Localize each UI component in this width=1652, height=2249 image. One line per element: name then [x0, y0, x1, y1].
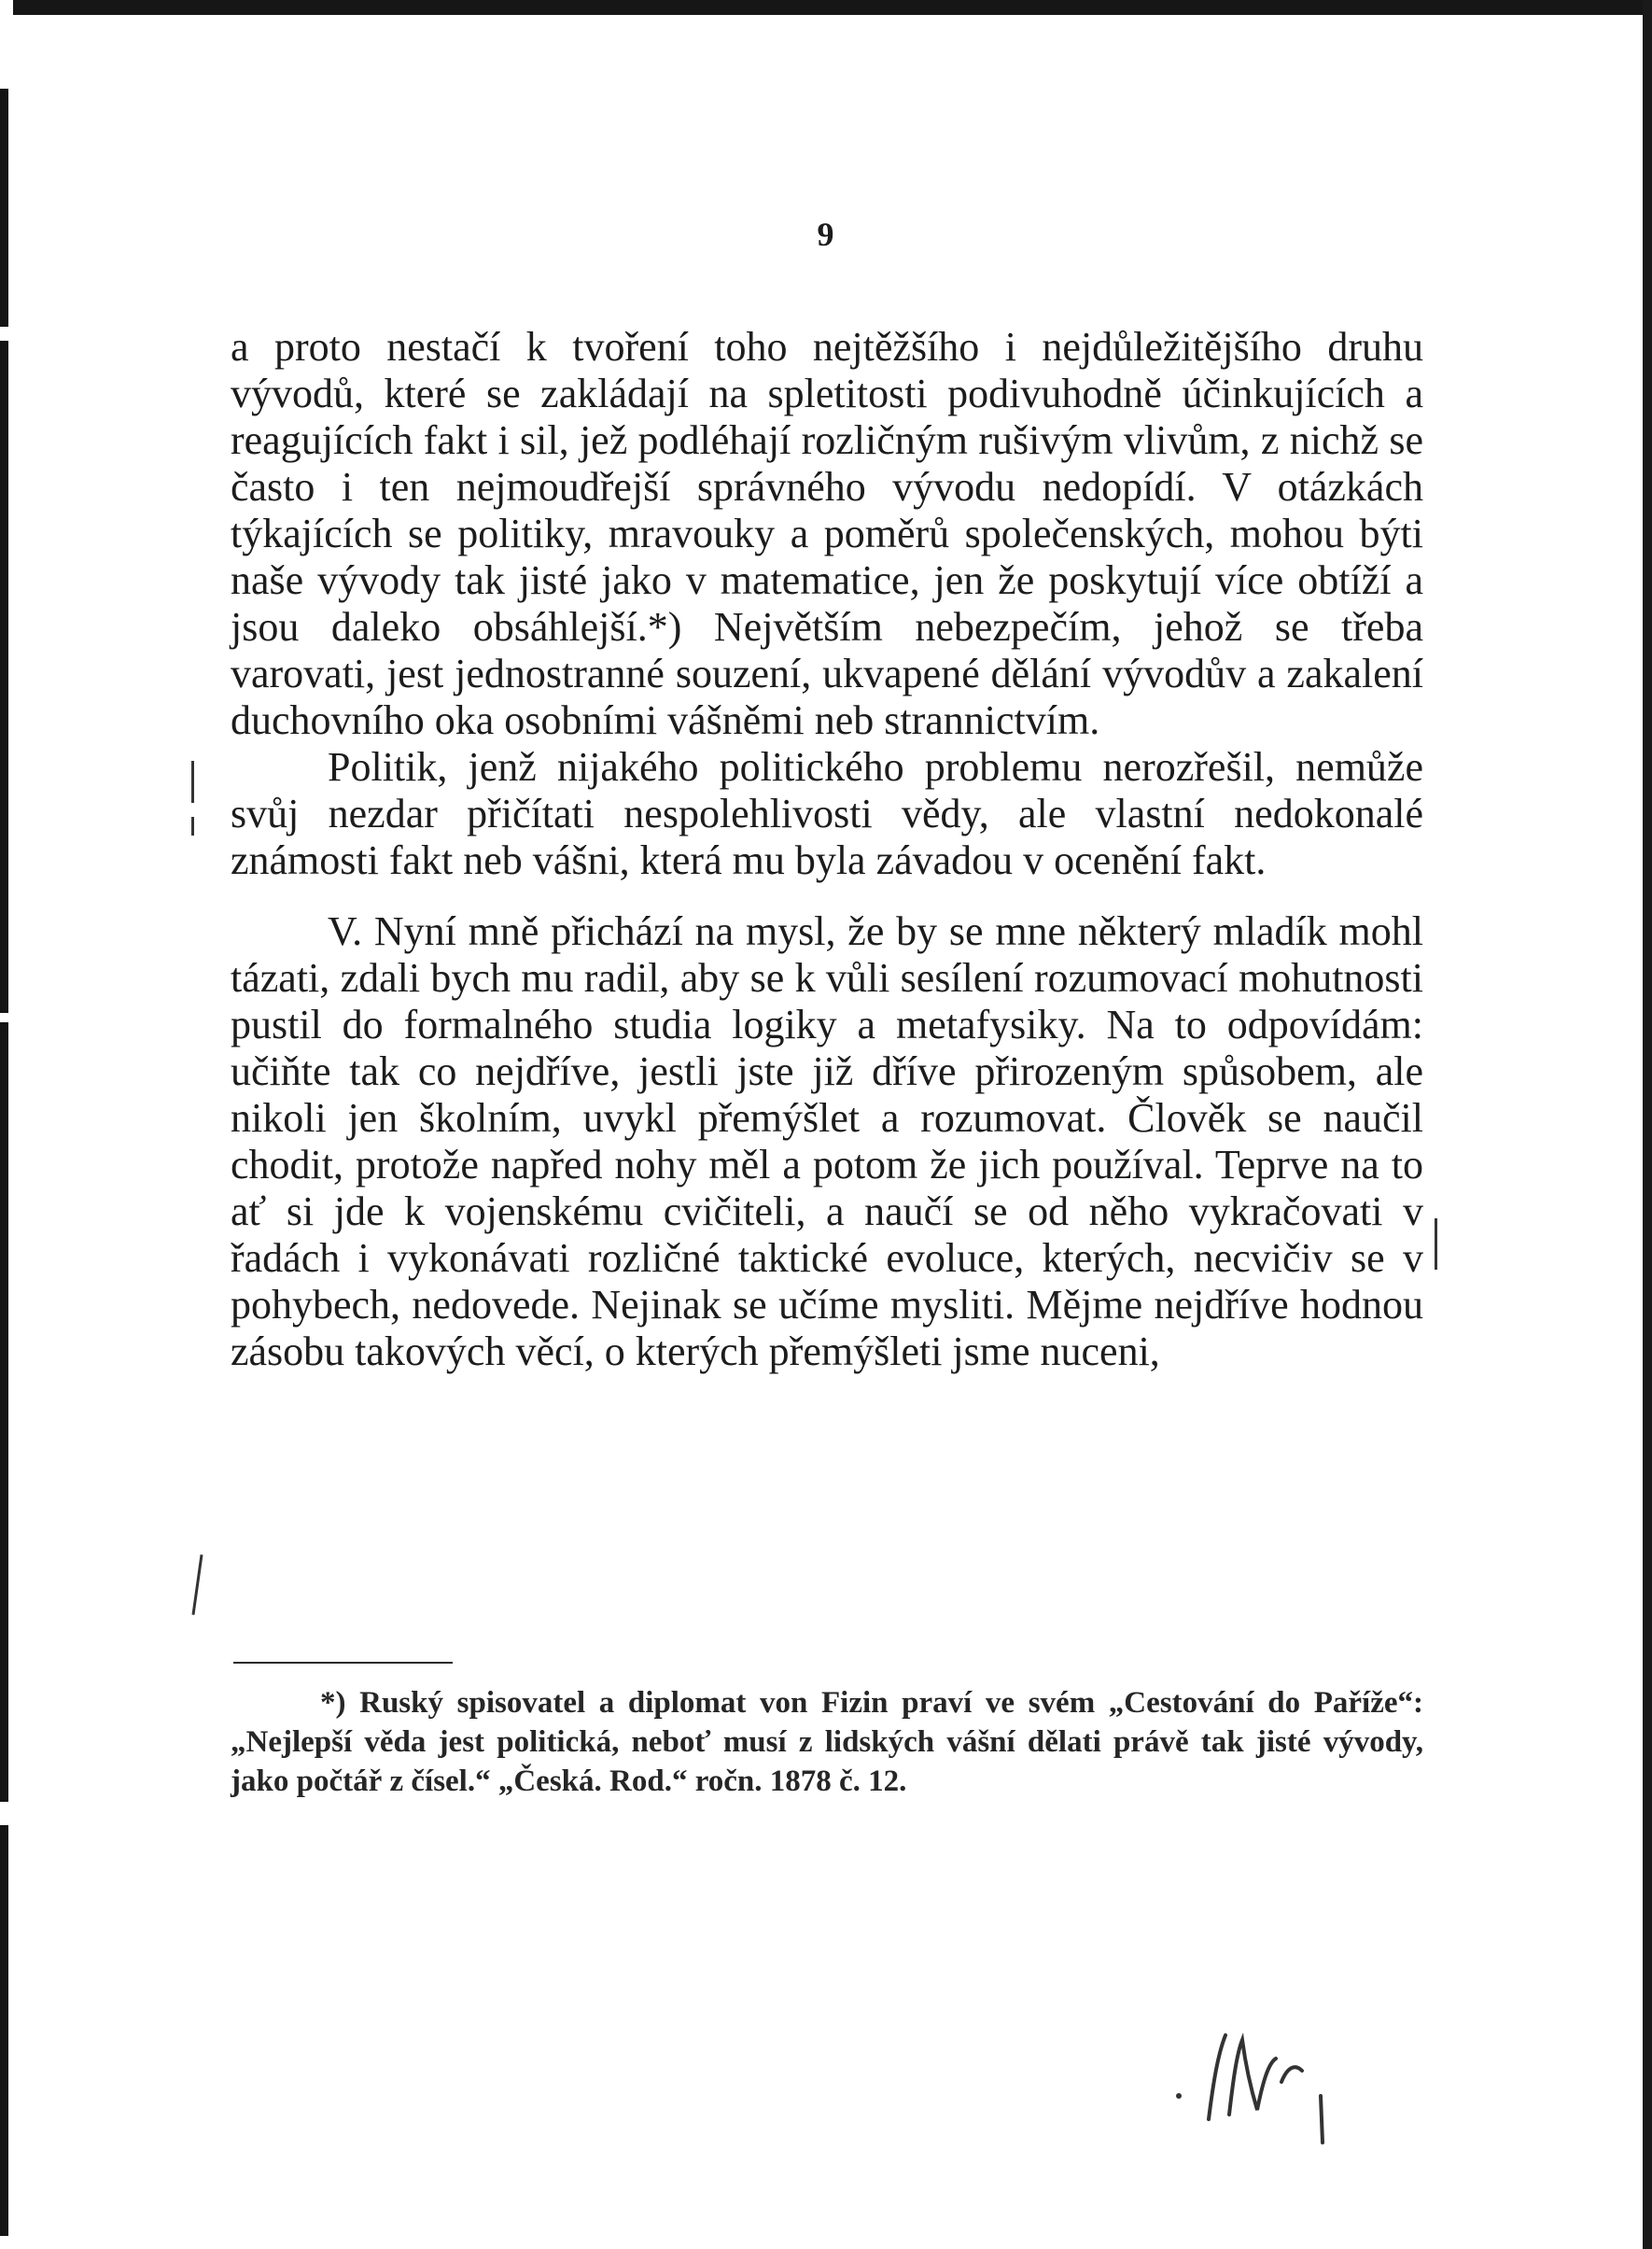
binding-mark	[0, 1825, 8, 2236]
scan-edge-top	[0, 0, 1652, 15]
paragraph-2: Politik, jenž nijakého politického problemu nerozřešil, nemůže svůj nezdar přičítati nespolehlivosti vědy, ale vlastní nedokonalé známosti fakt neb vášni, která mu byla závadou v ocenění fakt.	[231, 744, 1423, 883]
margin-mark	[191, 817, 194, 836]
footnote-divider	[233, 1662, 453, 1664]
body-text	[231, 324, 1423, 1375]
handwritten-mark	[1171, 2026, 1377, 2147]
margin-mark	[191, 1554, 203, 1615]
paragraph-1: a proto nestačí k tvoření toho nejtěžšího i nejdůležitějšího druhu vývodů, které se zakládají na spletitosti podivuhodně účinkujících a reagujících fakt i sil, jež podléhají rozličným rušivým vlivům, z nichž se často i ten nejmoudřejší správného vývodu nedopídí. V otázkách týkajících se politiky, mravouky a poměrů společenských, mohou býti naše vývody tak jisté jako v matematice, jen že poskytují více obtíží a jsou daleko obsáhlejší.*) Největším nebezpečím, jehož se třeba varovati, jest jednostranné souzení, ukvapené dělání vývodův a zakalení duchovního oka osobními vášněmi neb strannictvím.	[231, 324, 1423, 743]
footnote: *) Ruský spisovatel a diplomat von Fizin praví ve svém „Cestování do Paříže“: „Nejlepší věda jest politická, neboť musí z lidských vášní dělati právě tak jisté vývody, jako počtář z čísel.“ „Česká. Rod.“ ročn. 1878 č. 12.	[231, 1686, 1423, 1798]
margin-mark	[191, 761, 194, 803]
scan-edge-right	[1643, 0, 1652, 2249]
page-number: 9	[817, 216, 835, 253]
paragraph-3: V. Nyní mně přichází na mysl, že by se mne některý mladík mohl tázati, zdali bych mu radil, aby se k vůli sesílení rozumovací mohutnosti pustil do formalného studia logiky a metafysiky. Na to odpovídám: učiňte tak co nejdříve, jestli jste již dříve přirozeným spůsobem, ale nikoli jen školním, uvykl přemýšlet a rozumovat. Člověk se naučil chodit, protože napřed nohy měl a potom že jich používal. Teprve na to ať si jde k vojenskému cvičiteli, a naučí se od něho vykračovati v řadách i vykonávati rozličné taktické evoluce, kterých, necvičiv se v pohybech, nedovede. Nejinak se učíme mysliti. Mějme nejdříve hodnou zásobu takových věcí, o kterých přemýšleti jsme nuceni,	[231, 908, 1423, 1374]
binding-mark	[0, 89, 8, 327]
margin-mark	[1435, 1218, 1437, 1270]
binding-mark	[0, 1022, 8, 1802]
binding-mark	[0, 341, 8, 1013]
scan-edge-left	[0, 0, 13, 2249]
